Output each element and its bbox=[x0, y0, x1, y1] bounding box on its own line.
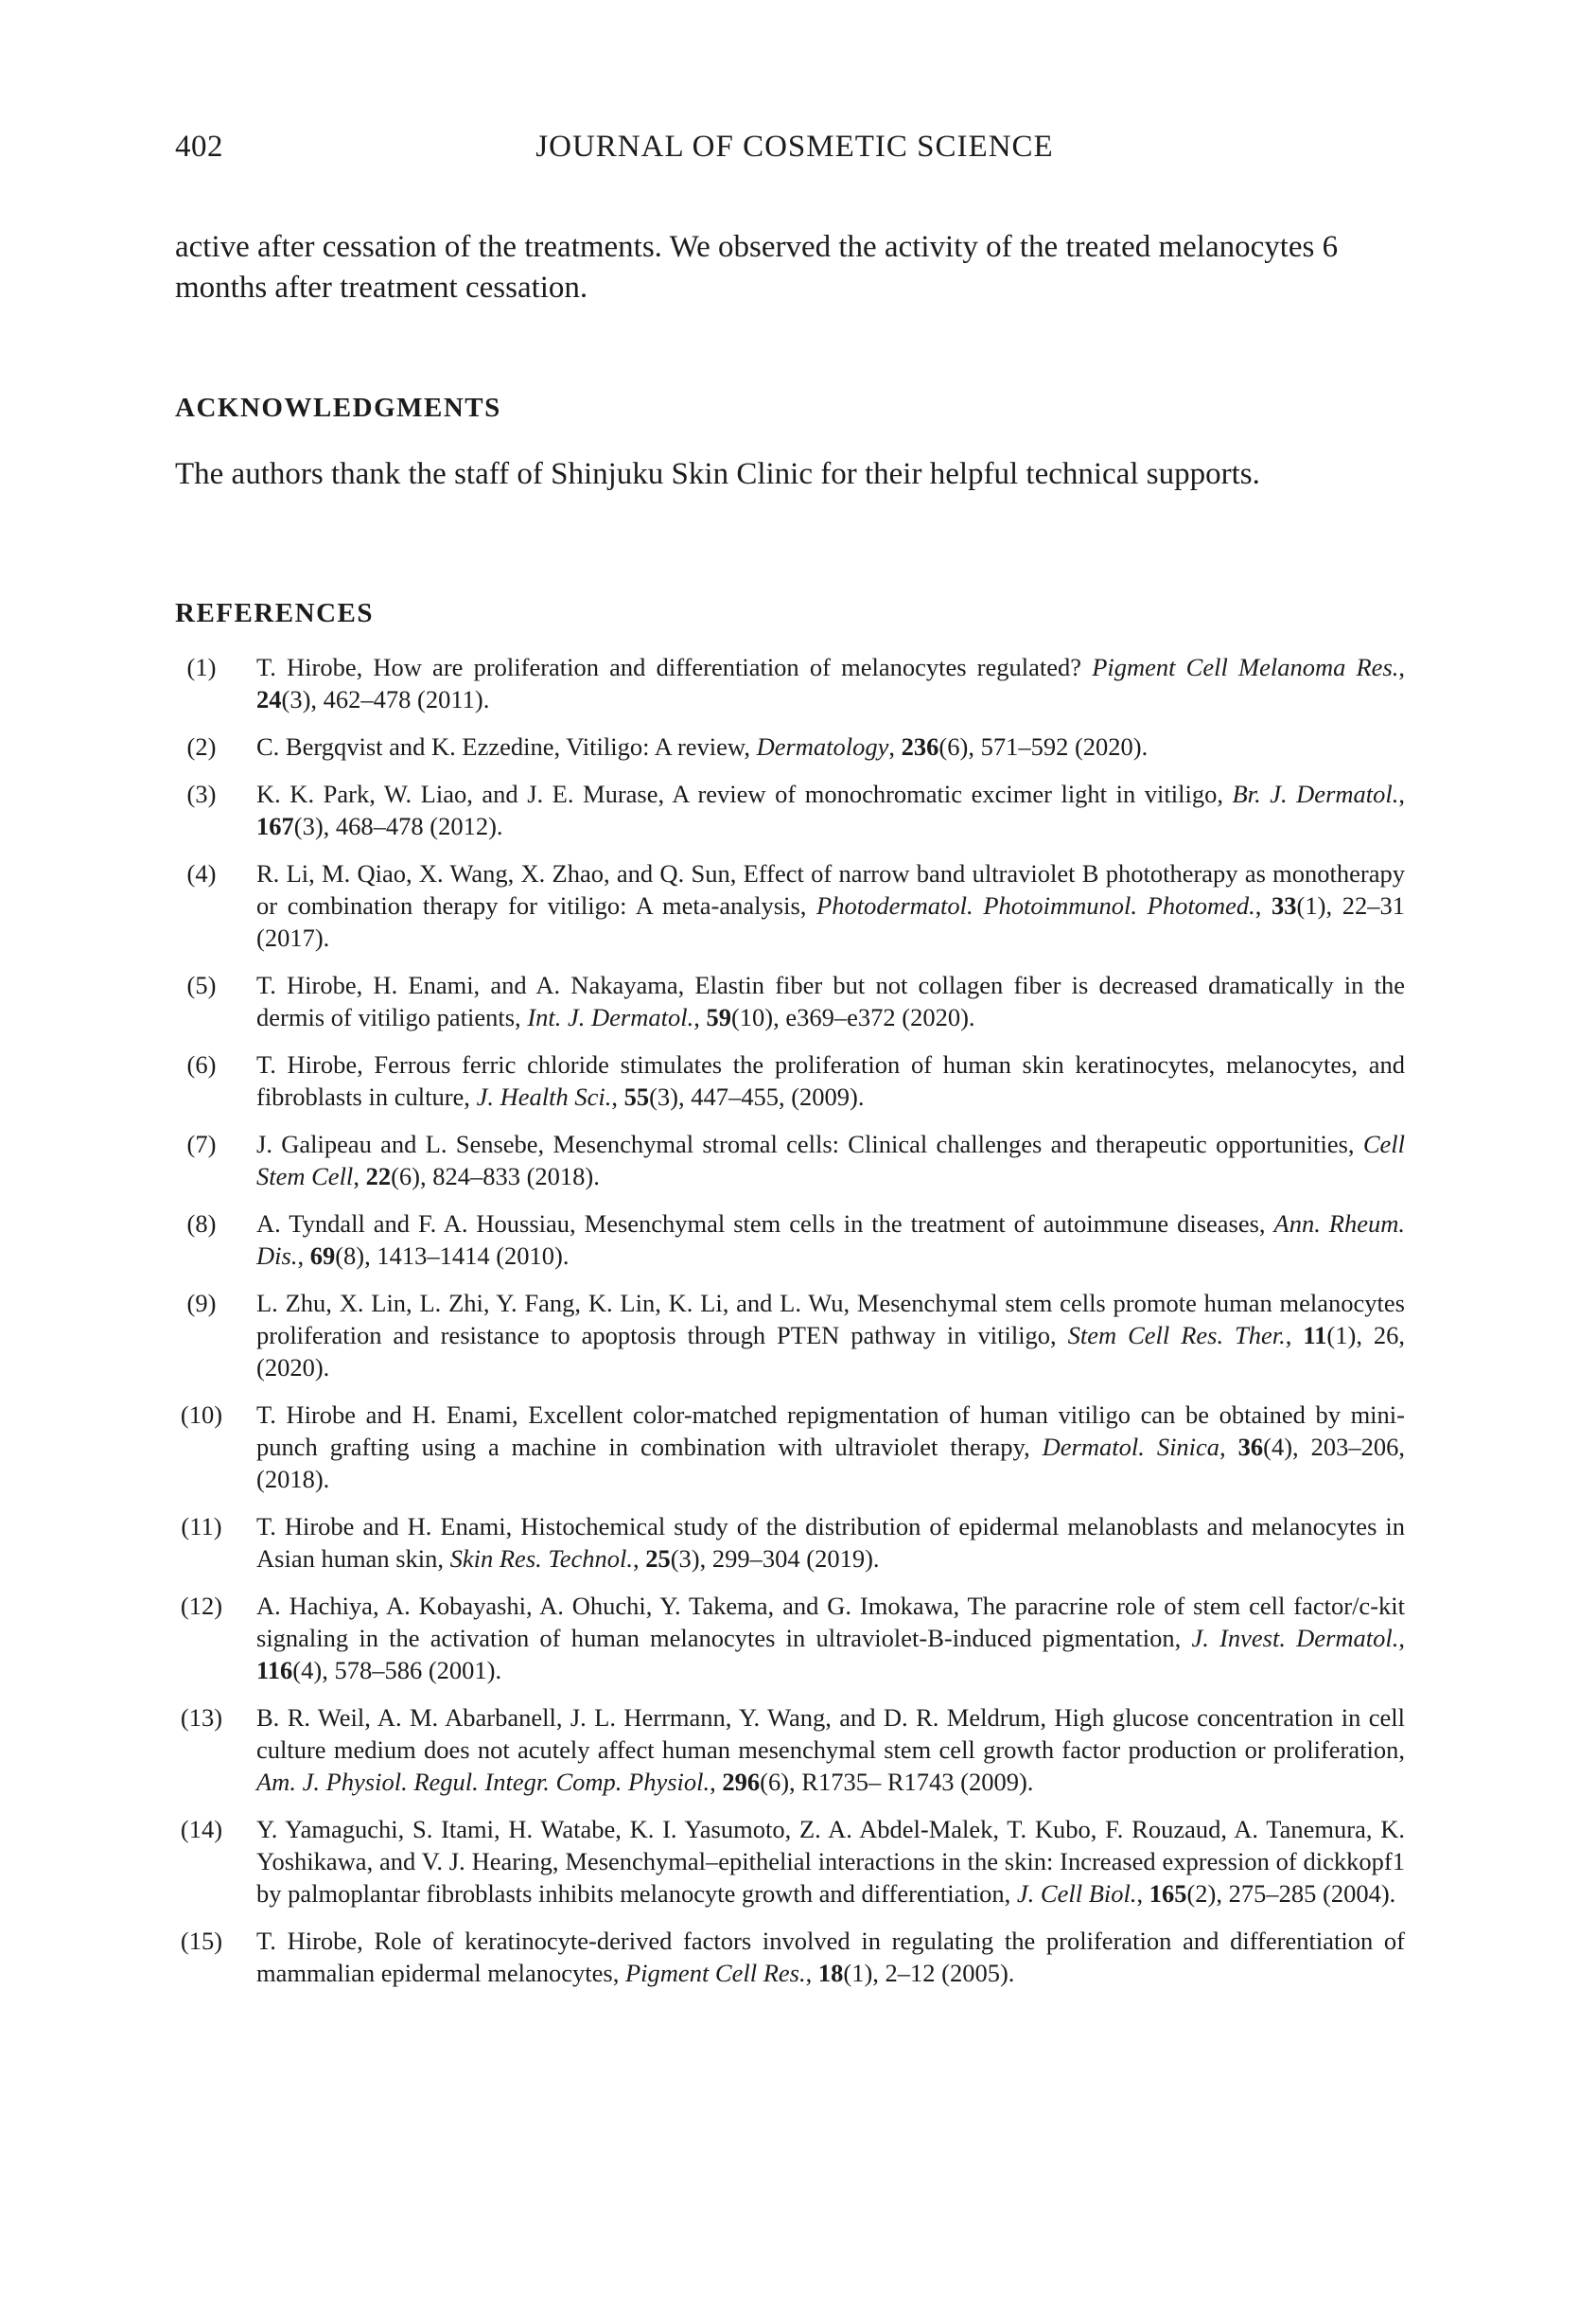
reference-volume: 236 bbox=[901, 732, 939, 761]
reference-volume: 22 bbox=[365, 1162, 392, 1190]
reference-number: (7) bbox=[186, 1130, 217, 1158]
reference-item bbox=[175, 1048, 1405, 1113]
reference-body: T. Hirobe and H. Enami, Histochemical study of the distribution of epidermal melanoblasts and melanocytes in Asian human skin, bbox=[256, 1512, 1405, 1573]
reference-item bbox=[175, 651, 1405, 715]
reference-volume: 25 bbox=[645, 1544, 671, 1573]
reference-text bbox=[256, 1048, 1405, 1113]
reference-details: (3), 299–304 (2019). bbox=[670, 1544, 880, 1573]
reference-body: J. Galipeau and L. Sensebe, Mesenchymal stromal cells: Clinical challenges and therapeutic opportunities, bbox=[256, 1130, 1363, 1158]
reference-text bbox=[256, 731, 1405, 763]
reference-body: T. Hirobe and H. Enami, Excellent color-matched repigmentation of human vitiligo can be obtained by mini-punch grafting using a machine in combination with ultraviolet therapy, bbox=[256, 1400, 1405, 1461]
reference-number: (3) bbox=[186, 780, 217, 808]
reference-volume: 18 bbox=[817, 1959, 844, 1987]
reference-number: (4) bbox=[186, 859, 217, 888]
running-header bbox=[175, 130, 1414, 167]
reference-volume: 116 bbox=[256, 1656, 293, 1684]
reference-number: (13) bbox=[180, 1703, 223, 1732]
reference-list bbox=[175, 651, 1405, 2004]
reference-item bbox=[175, 1701, 1405, 1798]
reference-details: (1), 26, (2020). bbox=[256, 1321, 1406, 1382]
reference-journal: Stem Cell Res. Ther. bbox=[1067, 1321, 1286, 1349]
reference-body: T. Hirobe, Ferrous ferric chloride stimulates the proliferation of human skin keratinocytes, melanocytes, and fibroblasts in culture, bbox=[256, 1050, 1405, 1111]
reference-body: C. Bergqvist and K. Ezzedine, Vitiligo: A review, bbox=[256, 732, 757, 761]
reference-volume: 33 bbox=[1272, 891, 1297, 920]
reference-item bbox=[175, 1207, 1405, 1272]
reference-separator: , bbox=[888, 732, 902, 761]
reference-body: L. Zhu, X. Lin, L. Zhi, Y. Fang, K. Lin, K. Li, and L. Wu, Mesenchymal stem cells promote human melanocytes proliferation and resistance to apoptosis through PTEN pathway in vitiligo, bbox=[256, 1289, 1405, 1349]
reference-text bbox=[256, 1925, 1405, 1989]
reference-item bbox=[175, 1287, 1405, 1383]
reference-number: (11) bbox=[181, 1512, 222, 1540]
reference-details: (4), 578–586 (2001). bbox=[292, 1656, 502, 1684]
reference-body: T. Hirobe, H. Enami, and A. Nakayama, Elastin fiber but not collagen fiber is decreased dramatically in the dermis of vitiligo patients, bbox=[256, 971, 1405, 1031]
reference-text bbox=[256, 1399, 1405, 1495]
reference-text bbox=[256, 1287, 1405, 1383]
reference-volume: 296 bbox=[722, 1768, 761, 1796]
reference-text bbox=[256, 857, 1405, 954]
reference-journal: J. Health Sci. bbox=[476, 1083, 612, 1111]
reference-separator: , bbox=[632, 1544, 646, 1573]
reference-number: (12) bbox=[180, 1592, 223, 1620]
reference-text bbox=[256, 778, 1405, 842]
reference-volume: 36 bbox=[1237, 1433, 1264, 1461]
reference-volume: 165 bbox=[1149, 1879, 1187, 1908]
reference-details: (6), 824–833 (2018). bbox=[391, 1162, 600, 1190]
reference-separator: , bbox=[693, 1003, 707, 1031]
reference-body: A. Tyndall and F. A. Houssiau, Mesenchymal stem cells in the treatment of autoimmune diseases, bbox=[256, 1209, 1274, 1238]
reference-details: (3), 462–478 (2011). bbox=[281, 685, 490, 713]
reference-volume: 55 bbox=[623, 1083, 650, 1111]
reference-separator: , bbox=[1398, 1624, 1405, 1652]
reference-volume: 69 bbox=[309, 1241, 336, 1270]
reference-journal: Br. J. Dermatol. bbox=[1232, 780, 1399, 808]
reference-text bbox=[256, 1701, 1405, 1798]
references-heading: REFERENCES bbox=[175, 598, 374, 628]
reference-item bbox=[175, 1813, 1405, 1910]
reference-journal: Pigment Cell Melanoma Res. bbox=[1092, 653, 1399, 681]
reference-journal: Dermatology bbox=[756, 732, 889, 761]
reference-body: R. Li, M. Qiao, X. Wang, X. Zhao, and Q. Sun, Effect of narrow band ultraviolet B phototherapy as monotherapy or combination therapy for vitiligo: A meta-analysis, bbox=[256, 859, 1405, 920]
reference-details: (2), 275–285 (2004). bbox=[1186, 1879, 1396, 1908]
reference-text bbox=[256, 1813, 1405, 1910]
reference-details: (1), 22–31 (2017). bbox=[256, 891, 1405, 952]
reference-separator: , bbox=[1285, 1321, 1304, 1349]
reference-details: (1), 2–12 (2005). bbox=[843, 1959, 1015, 1987]
reference-number: (1) bbox=[186, 653, 217, 681]
reference-body: T. Hirobe, How are proliferation and differentiation of melanocytes regulated? bbox=[256, 653, 1093, 681]
reference-separator: , bbox=[353, 1162, 366, 1190]
reference-body: B. R. Weil, A. M. Abarbanell, J. L. Herrmann, Y. Wang, and D. R. Meldrum, High glucose concentration in cell culture medium does not acutely affect human mesenchymal stem cell growth factor production or proliferation, bbox=[256, 1703, 1405, 1764]
reference-journal: J. Invest. Dermatol. bbox=[1191, 1624, 1399, 1652]
reference-volume: 11 bbox=[1303, 1321, 1327, 1349]
reference-journal: Am. J. Physiol. Regul. Integr. Comp. Physiol. bbox=[256, 1768, 710, 1796]
reference-separator: , bbox=[1398, 653, 1406, 681]
reference-item bbox=[175, 1399, 1405, 1495]
reference-separator: , bbox=[1136, 1879, 1149, 1908]
reference-item bbox=[175, 731, 1405, 763]
reference-separator: , bbox=[805, 1959, 818, 1987]
reference-journal: Pigment Cell Res. bbox=[625, 1959, 806, 1987]
reference-text bbox=[256, 1128, 1405, 1192]
acknowledgments-text: The authors thank the staff of Shinjuku Skin Clinic for their helpful technical supports. bbox=[175, 457, 1260, 491]
reference-body: T. Hirobe, Role of keratinocyte-derived factors involved in regulating the proliferation and differentiation of mammalian epidermal melanocytes, bbox=[256, 1927, 1405, 1987]
reference-journal: Skin Res. Technol. bbox=[449, 1544, 633, 1573]
reference-number: (6) bbox=[186, 1050, 217, 1079]
reference-separator: , bbox=[611, 1083, 624, 1111]
reference-text bbox=[256, 1510, 1405, 1575]
reference-details: (8), 1413–1414 (2010). bbox=[335, 1241, 570, 1270]
reference-journal: Cell Stem Cell bbox=[256, 1130, 1405, 1190]
reference-journal: J. Cell Biol. bbox=[1016, 1879, 1137, 1908]
reference-number: (10) bbox=[180, 1400, 223, 1429]
reference-journal: Dermatol. Sinica, bbox=[1042, 1433, 1226, 1461]
page-number: 402 bbox=[175, 130, 223, 164]
reference-item bbox=[175, 1510, 1405, 1575]
reference-body: Y. Yamaguchi, S. Itami, H. Watabe, K. I. Yasumoto, Z. A. Abdel-Malek, T. Kubo, F. Rouzaud, A. Tanemura, K. Yoshikawa, and V. J. Hearing, Mesenchymal–epithelial interactions in the skin: Increased expression of dickkopf1 by palmoplantar fibroblasts inhibits melanocyte growth and differentiation, bbox=[256, 1815, 1405, 1908]
reference-separator: , bbox=[1254, 891, 1272, 920]
reference-journal: Photodermatol. Photoimmunol. Photomed. bbox=[816, 891, 1255, 920]
reference-text bbox=[256, 1590, 1405, 1686]
reference-number: (9) bbox=[186, 1289, 217, 1317]
reference-item bbox=[175, 1925, 1405, 1989]
reference-volume: 167 bbox=[256, 812, 294, 840]
journal-title: JOURNAL OF COSMETIC SCIENCE bbox=[535, 130, 1054, 164]
reference-details: (6), R1735– R1743 (2009). bbox=[760, 1768, 1034, 1796]
reference-number: (8) bbox=[186, 1209, 217, 1238]
reference-separator: , bbox=[297, 1241, 310, 1270]
reference-separator: , bbox=[710, 1768, 723, 1796]
reference-details: (3), 468–478 (2012). bbox=[293, 812, 503, 840]
reference-body: A. Hachiya, A. Kobayashi, A. Ohuchi, Y. Takema, and G. Imokawa, The paracrine role of stem cell factor/c-kit signaling in the activation of human melanocytes in ultraviolet-B-induced pigmentation, bbox=[256, 1592, 1405, 1652]
reference-body: K. K. Park, W. Liao, and J. E. Murase, A review of monochromatic excimer light in vitiligo, bbox=[256, 780, 1233, 808]
reference-item bbox=[175, 857, 1405, 954]
reference-number: (2) bbox=[186, 732, 217, 761]
reference-text bbox=[256, 1207, 1405, 1272]
reference-separator: , bbox=[1398, 780, 1405, 808]
reference-text bbox=[256, 651, 1405, 715]
reference-volume: 24 bbox=[256, 685, 282, 713]
intro-paragraph: active after cessation of the treatments. We observed the activity of the treated melanocytes 6 months after treatment cessation. bbox=[175, 230, 1339, 305]
reference-number: (15) bbox=[180, 1927, 223, 1955]
acknowledgments-heading: ACKNOWLEDGMENTS bbox=[175, 393, 501, 423]
reference-details: (4), 203–206, (2018). bbox=[256, 1433, 1406, 1493]
reference-journal: Ann. Rheum. Dis. bbox=[256, 1209, 1405, 1270]
reference-separator bbox=[1226, 1433, 1238, 1461]
reference-journal: Int. J. Dermatol. bbox=[527, 1003, 694, 1031]
reference-number: (14) bbox=[180, 1815, 223, 1843]
reference-volume: 59 bbox=[706, 1003, 731, 1031]
reference-item bbox=[175, 778, 1405, 842]
reference-item bbox=[175, 1590, 1405, 1686]
reference-details: (10), e369–e372 (2020). bbox=[730, 1003, 975, 1031]
reference-text bbox=[256, 969, 1405, 1033]
reference-details: (6), 571–592 (2020). bbox=[938, 732, 1149, 761]
reference-item bbox=[175, 969, 1405, 1033]
reference-number: (5) bbox=[186, 971, 217, 999]
reference-details: (3), 447–455, (2009). bbox=[649, 1083, 865, 1111]
reference-item bbox=[175, 1128, 1405, 1192]
